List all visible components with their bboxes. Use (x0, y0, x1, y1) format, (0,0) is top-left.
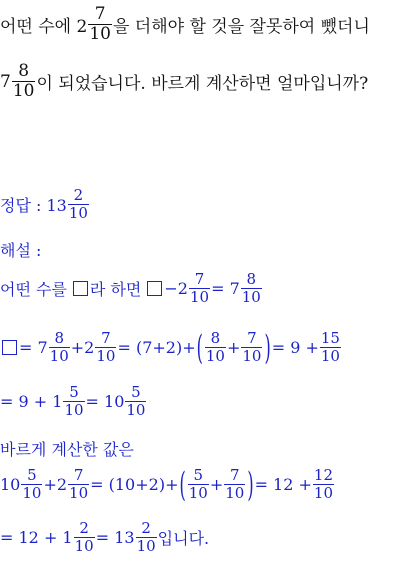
fraction (12, 63, 36, 100)
explanation-line-2 (0, 327, 342, 368)
numerator: 2 (79, 519, 89, 537)
fraction (68, 188, 89, 221)
text: +2 (70, 338, 95, 357)
numerator: 8 (210, 329, 221, 347)
numerator: 5 (193, 466, 204, 484)
denominator: 10 (136, 537, 156, 555)
text: 라 하면 (89, 280, 142, 299)
fraction (188, 468, 209, 501)
numerator: 2 (141, 519, 151, 537)
denominator: 10 (96, 347, 116, 365)
fraction (189, 272, 210, 305)
text: = 9 + 1 (0, 392, 63, 411)
question-whole: 7 (0, 71, 11, 92)
denominator: 10 (49, 347, 69, 365)
denominator: 10 (68, 204, 88, 222)
fraction (21, 468, 42, 501)
question-text-suffix: 이 되었습니다. 바르게 계산하면 얼마입니까? (36, 74, 369, 94)
explanation-line-3 (0, 385, 147, 418)
numerator: 7 (194, 270, 205, 288)
text: = 7 (211, 279, 240, 298)
fraction (74, 521, 95, 554)
question-line-1 (0, 6, 370, 43)
numerator: 2 (73, 186, 84, 204)
text: −2 (164, 279, 188, 298)
fraction (313, 468, 334, 501)
denominator: 10 (22, 484, 42, 502)
fraction (205, 331, 226, 364)
explanation-line-6 (0, 521, 209, 554)
denominator: 10 (74, 537, 94, 555)
blank-box-icon (73, 281, 88, 296)
text: + (226, 338, 241, 357)
numerator: 5 (131, 383, 141, 401)
denominator: 10 (64, 401, 84, 419)
fraction (241, 272, 262, 305)
numerator: 12 (313, 466, 333, 484)
text: 어떤 수를 (0, 280, 67, 299)
fraction (88, 6, 112, 43)
explanation-title (0, 238, 41, 261)
question-text-suffix: 을 더해야 할 것을 잘못하여 뺐더니 (112, 17, 370, 37)
numerator: 8 (246, 270, 257, 288)
denominator: 10 (205, 347, 225, 365)
explanation-line-1 (0, 272, 263, 305)
text: +2 (43, 475, 68, 494)
blank-box-icon (2, 340, 17, 355)
explanation-title-text: 해설 : (0, 241, 42, 260)
fraction (68, 468, 89, 501)
explanation-line-5 (0, 464, 335, 505)
answer-label: 정답 : 13 (0, 196, 67, 215)
text: = 12 + 1 (0, 528, 73, 547)
numerator: 7 (229, 466, 240, 484)
denominator: 10 (89, 24, 111, 44)
text: = (10+2)+ (90, 475, 179, 494)
explanation-line-4 (0, 437, 134, 460)
text: = 12 + (254, 475, 312, 494)
numerator: 5 (27, 466, 37, 484)
text: 10 (0, 475, 21, 494)
question-line-2 (0, 63, 368, 100)
text: = 13 (95, 528, 135, 547)
fraction (241, 331, 262, 364)
text: = 9 + (271, 338, 319, 357)
denominator: 10 (12, 81, 35, 101)
numerator: 15 (320, 329, 340, 347)
denominator: 10 (126, 401, 146, 419)
answer-line (0, 188, 90, 221)
fraction (224, 468, 245, 501)
denominator: 10 (69, 484, 89, 502)
denominator: 10 (242, 347, 262, 365)
question-text-prefix: 어떤 수에 2 (0, 17, 88, 37)
fraction (136, 521, 157, 554)
text: + (209, 475, 224, 494)
right-paren: ) (264, 327, 271, 368)
numerator: 5 (69, 383, 79, 401)
right-paren: ) (247, 464, 254, 505)
left-paren: ( (196, 327, 203, 368)
text: = 7 (19, 338, 48, 357)
denominator: 10 (188, 484, 208, 502)
numerator: 7 (73, 466, 84, 484)
text: = (7+2)+ (117, 338, 196, 357)
text: 입니다. (157, 529, 210, 548)
fraction (49, 331, 70, 364)
blank-box-icon (147, 281, 162, 296)
denominator: 10 (313, 484, 333, 502)
text: 바르게 계산한 값은 (0, 440, 134, 459)
fraction (320, 331, 341, 364)
denominator: 10 (189, 288, 210, 306)
fraction (125, 385, 146, 418)
denominator: 10 (241, 288, 261, 306)
numerator: 8 (54, 329, 64, 347)
text: = 10 (85, 392, 125, 411)
denominator: 10 (320, 347, 340, 365)
numerator: 7 (94, 4, 106, 24)
fraction (63, 385, 84, 418)
denominator: 10 (225, 484, 245, 502)
left-paren: ( (179, 464, 186, 505)
fraction (95, 331, 116, 364)
numerator: 7 (101, 329, 111, 347)
numerator: 7 (247, 329, 257, 347)
numerator: 8 (18, 61, 30, 81)
